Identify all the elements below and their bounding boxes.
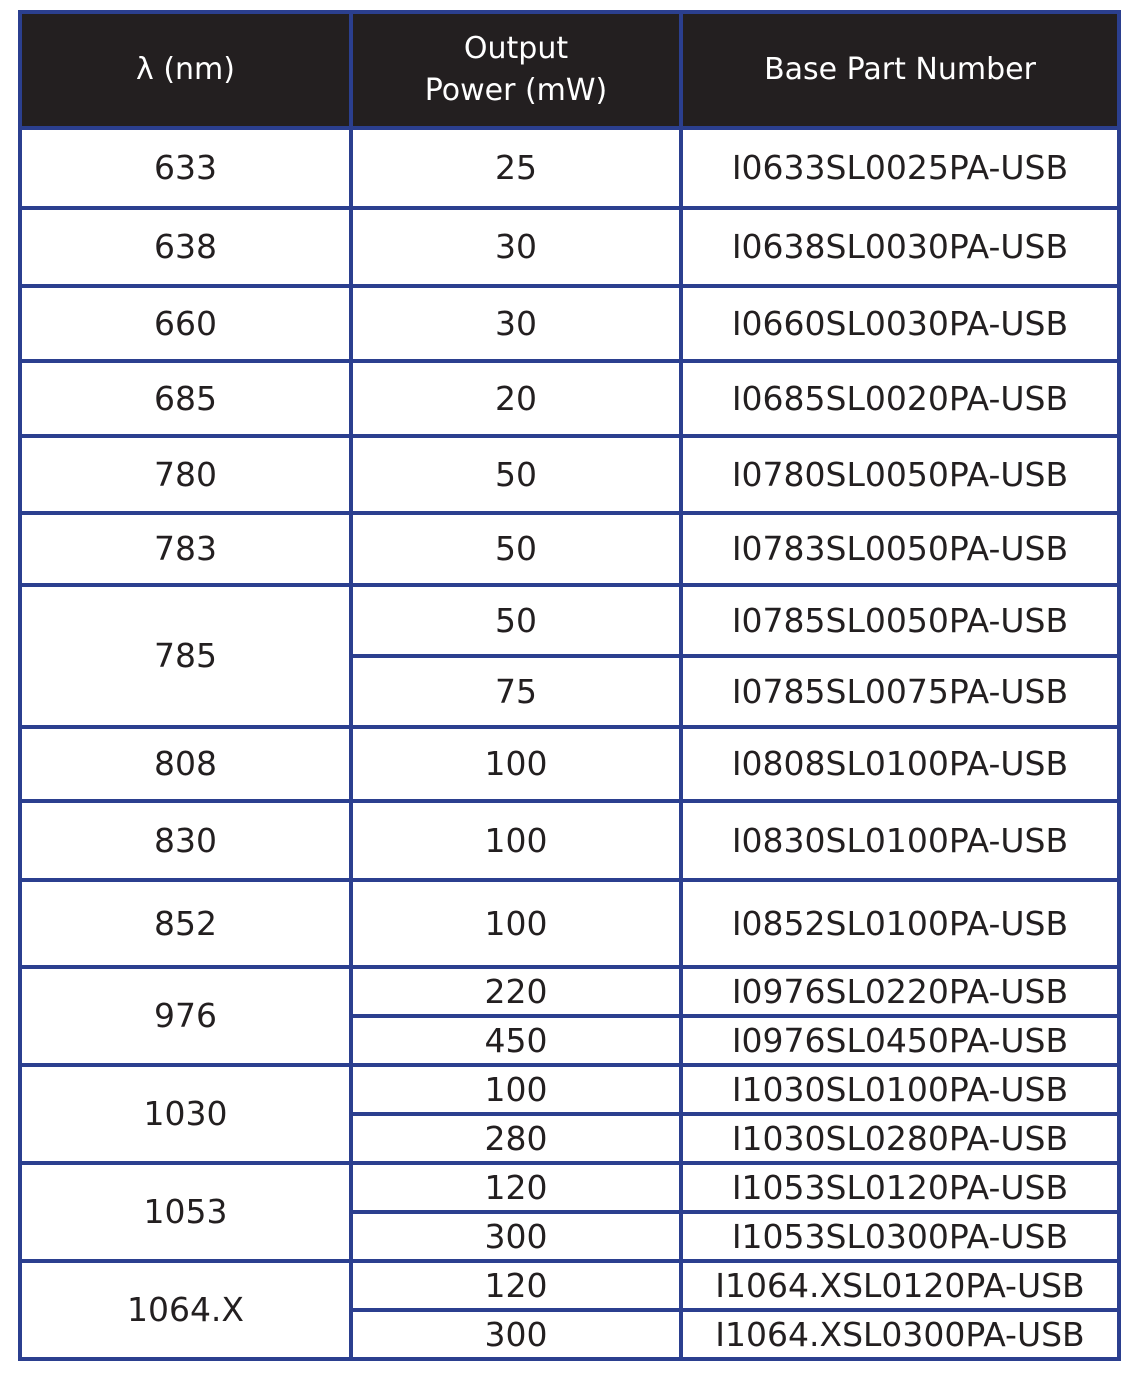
wavelength-cell: 1030 — [20, 1065, 351, 1163]
table-row — [20, 801, 1119, 880]
table-row — [20, 880, 1119, 967]
wavelength-cell: 685 — [20, 361, 351, 436]
header-output-power — [351, 12, 681, 128]
power-cell: 100 — [351, 880, 681, 967]
power-cell: 75 — [351, 656, 681, 727]
part-number-cell: I0685SL0020PA-USB — [681, 361, 1119, 436]
part-number-cell: I0830SL0100PA-USB — [681, 801, 1119, 880]
laser-part-number-table — [18, 10, 1121, 1361]
power-cell: 30 — [351, 208, 681, 286]
header-output-power-line1: Output — [463, 31, 569, 66]
power-cell: 120 — [351, 1163, 681, 1212]
table-row — [20, 1065, 1119, 1114]
table-row — [20, 967, 1119, 1016]
power-cell: 280 — [351, 1114, 681, 1163]
product-table-container — [18, 10, 1117, 1361]
power-cell: 220 — [351, 967, 681, 1016]
wavelength-cell: 783 — [20, 513, 351, 585]
part-number-cell: I1030SL0100PA-USB — [681, 1065, 1119, 1114]
wavelength-cell: 780 — [20, 436, 351, 513]
part-number-cell: I0976SL0450PA-USB — [681, 1016, 1119, 1065]
wavelength-cell: 1064.X — [20, 1261, 351, 1359]
wavelength-cell: 638 — [20, 208, 351, 286]
table-row — [20, 128, 1119, 208]
part-number-cell: I1030SL0280PA-USB — [681, 1114, 1119, 1163]
part-number-cell: I1053SL0300PA-USB — [681, 1212, 1119, 1261]
wavelength-cell: 633 — [20, 128, 351, 208]
wavelength-cell: 852 — [20, 880, 351, 967]
table-row — [20, 286, 1119, 361]
power-cell: 120 — [351, 1261, 681, 1310]
wavelength-cell: 830 — [20, 801, 351, 880]
table-row — [20, 1163, 1119, 1212]
table-row — [20, 436, 1119, 513]
power-cell: 100 — [351, 801, 681, 880]
part-number-cell: I1064.XSL0120PA-USB — [681, 1261, 1119, 1310]
header-base-part-number: Base Part Number — [681, 12, 1119, 128]
wavelength-cell: 808 — [20, 727, 351, 801]
header-wavelength: λ (nm) — [20, 12, 351, 128]
table-row — [20, 208, 1119, 286]
part-number-cell: I0780SL0050PA-USB — [681, 436, 1119, 513]
header-output-power-line2: Power (mW) — [424, 73, 608, 108]
wavelength-cell: 1053 — [20, 1163, 351, 1261]
part-number-cell: I0783SL0050PA-USB — [681, 513, 1119, 585]
wavelength-cell: 976 — [20, 967, 351, 1065]
power-cell: 300 — [351, 1310, 681, 1359]
part-number-cell: I0785SL0075PA-USB — [681, 656, 1119, 727]
power-cell: 25 — [351, 128, 681, 208]
table-row — [20, 727, 1119, 801]
part-number-cell: I0976SL0220PA-USB — [681, 967, 1119, 1016]
power-cell: 450 — [351, 1016, 681, 1065]
part-number-cell: I0660SL0030PA-USB — [681, 286, 1119, 361]
power-cell: 50 — [351, 585, 681, 656]
table-row — [20, 1261, 1119, 1310]
power-cell: 50 — [351, 436, 681, 513]
power-cell: 50 — [351, 513, 681, 585]
table-row — [20, 585, 1119, 656]
wavelength-cell: 660 — [20, 286, 351, 361]
table-row — [20, 513, 1119, 585]
part-number-cell: I1064.XSL0300PA-USB — [681, 1310, 1119, 1359]
part-number-cell: I0785SL0050PA-USB — [681, 585, 1119, 656]
wavelength-cell: 785 — [20, 585, 351, 727]
part-number-cell: I0638SL0030PA-USB — [681, 208, 1119, 286]
power-cell: 100 — [351, 727, 681, 801]
power-cell: 100 — [351, 1065, 681, 1114]
power-cell: 30 — [351, 286, 681, 361]
part-number-cell: I0633SL0025PA-USB — [681, 128, 1119, 208]
part-number-cell: I0808SL0100PA-USB — [681, 727, 1119, 801]
power-cell: 300 — [351, 1212, 681, 1261]
part-number-cell: I1053SL0120PA-USB — [681, 1163, 1119, 1212]
power-cell: 20 — [351, 361, 681, 436]
table-row — [20, 361, 1119, 436]
header-row — [20, 12, 1119, 128]
part-number-cell: I0852SL0100PA-USB — [681, 880, 1119, 967]
